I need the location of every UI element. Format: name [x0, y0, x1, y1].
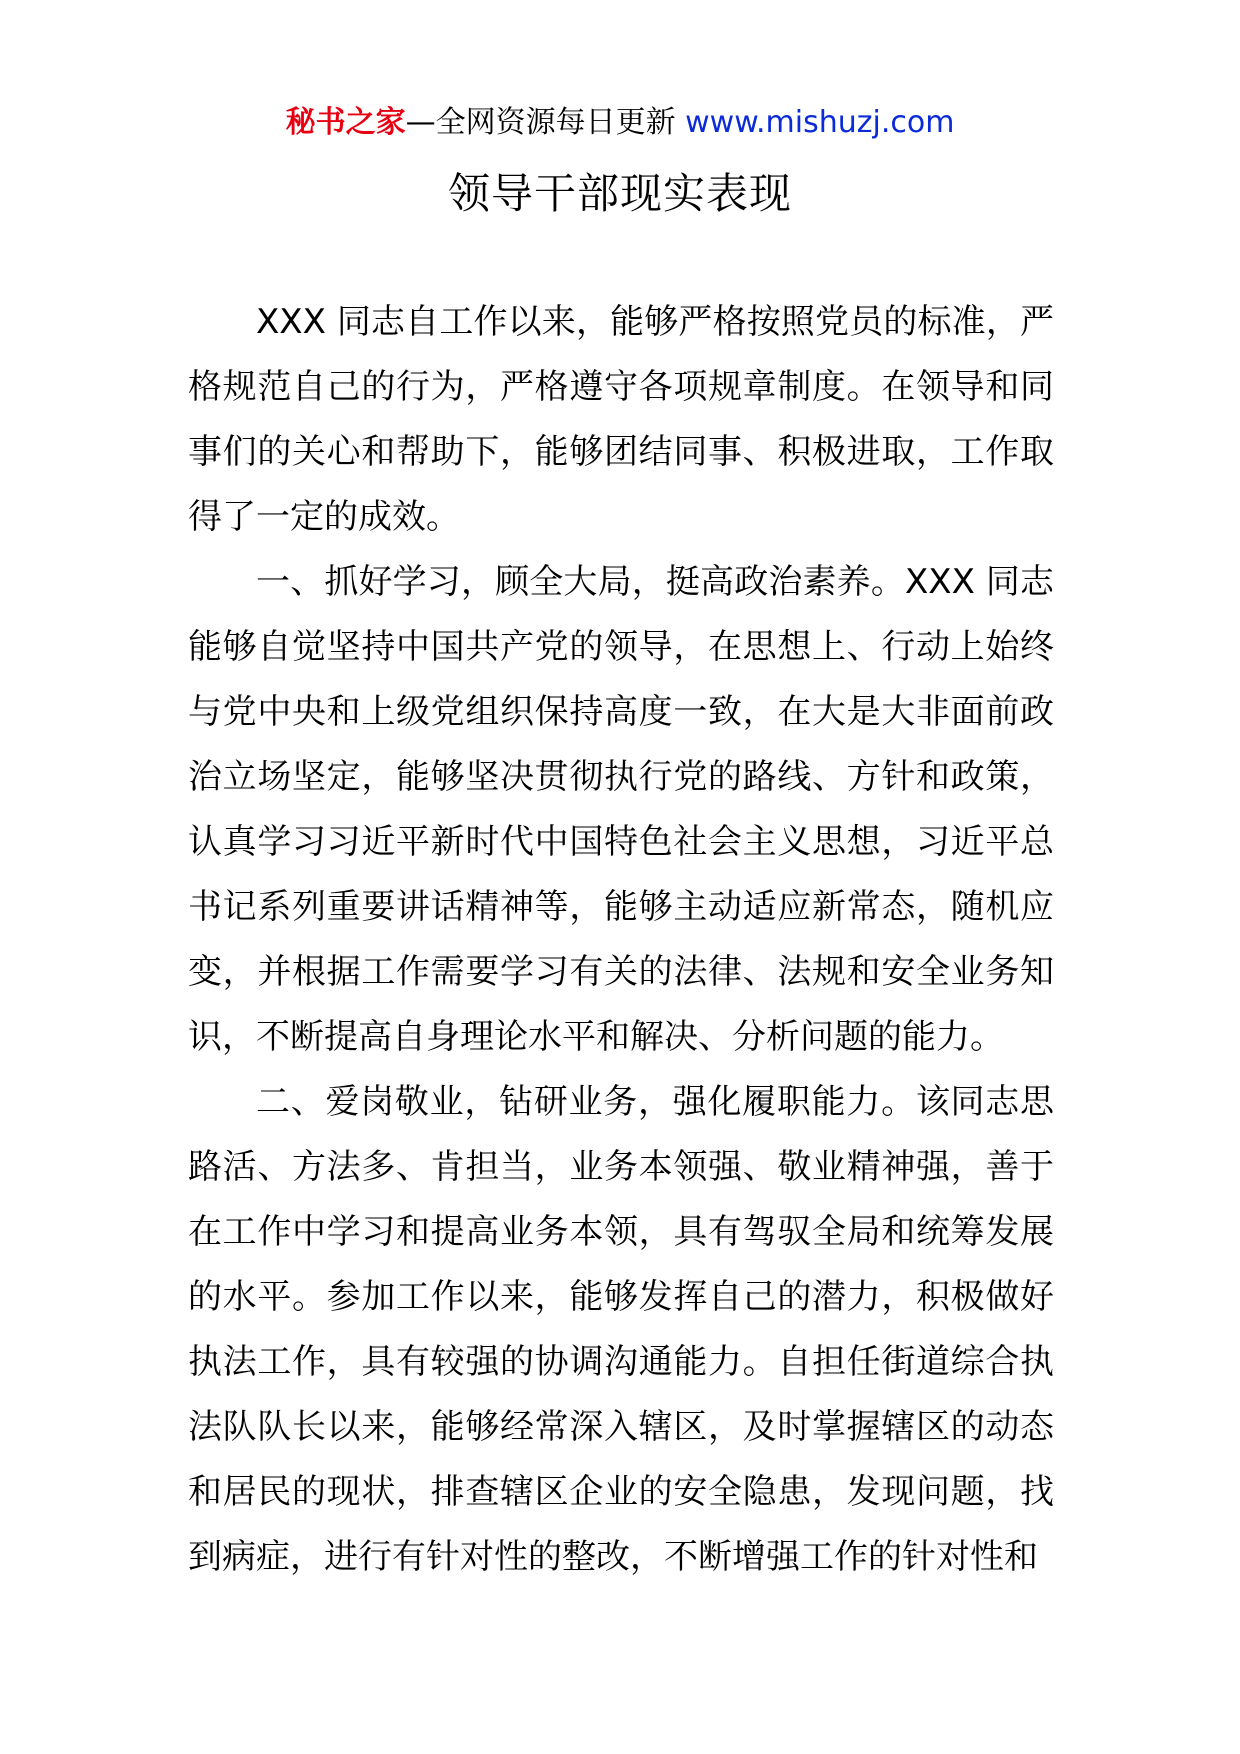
document-title: 领导干部现实表现 — [447, 169, 792, 218]
paragraph-section-2: 二、爱岗敬业，钻研业务，强化履职能力。该同志思路活、方法多、肯担当，业务本领强、敬业精神强，善于在工作中学习和提高业务本领，具有驾驭全局和统筹发展的水平。参加工作以来，能够发挥自己的潜力，积极做好执法工作，具有较强的协调沟通能力。自担任街道综合执法队队长以来，能够经常深入辖区，及时掌握辖区的动态和居民的现状，排查辖区企业的安全隐患，发现问题，找到病症，进行有针对性的整改，不断增强工作的针对性和 — [188, 1082, 1054, 1577]
site-url-link[interactable]: www.mishuzj.com — [685, 105, 955, 140]
paragraph-section-1: 一、抓好学习，顾全大局，挺高政治素养。XXX 同志能够自觉坚持中国共产党的领导，在思想上、行动上始终与党中央和上级党组织保持高度一致，在大是大非面前政治立场坚定，能够坚决贯彻执行党的路线、方针和政策，认真学习习近平新时代中国特色社会主义思想，习近平总书记系列重要讲话精神等，能够主动适应新常态，随机应变，并根据工作需要学习有关的法律、法规和安全业务知识，不断提高自身理论水平和解决、分析问题的能力。 — [188, 562, 1054, 1057]
paragraph-intro: XXX 同志自工作以来，能够严格按照党员的标准，严格规范自己的行为，严格遵守各项规章制度。在领导和同事们的关心和帮助下，能够团结同事、积极进取，工作取得了一定的成效。 — [188, 302, 1054, 537]
document-body — [188, 290, 1054, 1590]
header-tagline: —全网资源每日更新 — [405, 105, 686, 140]
brand-name: 秘书之家 — [285, 105, 406, 140]
site-header — [0, 100, 1240, 146]
